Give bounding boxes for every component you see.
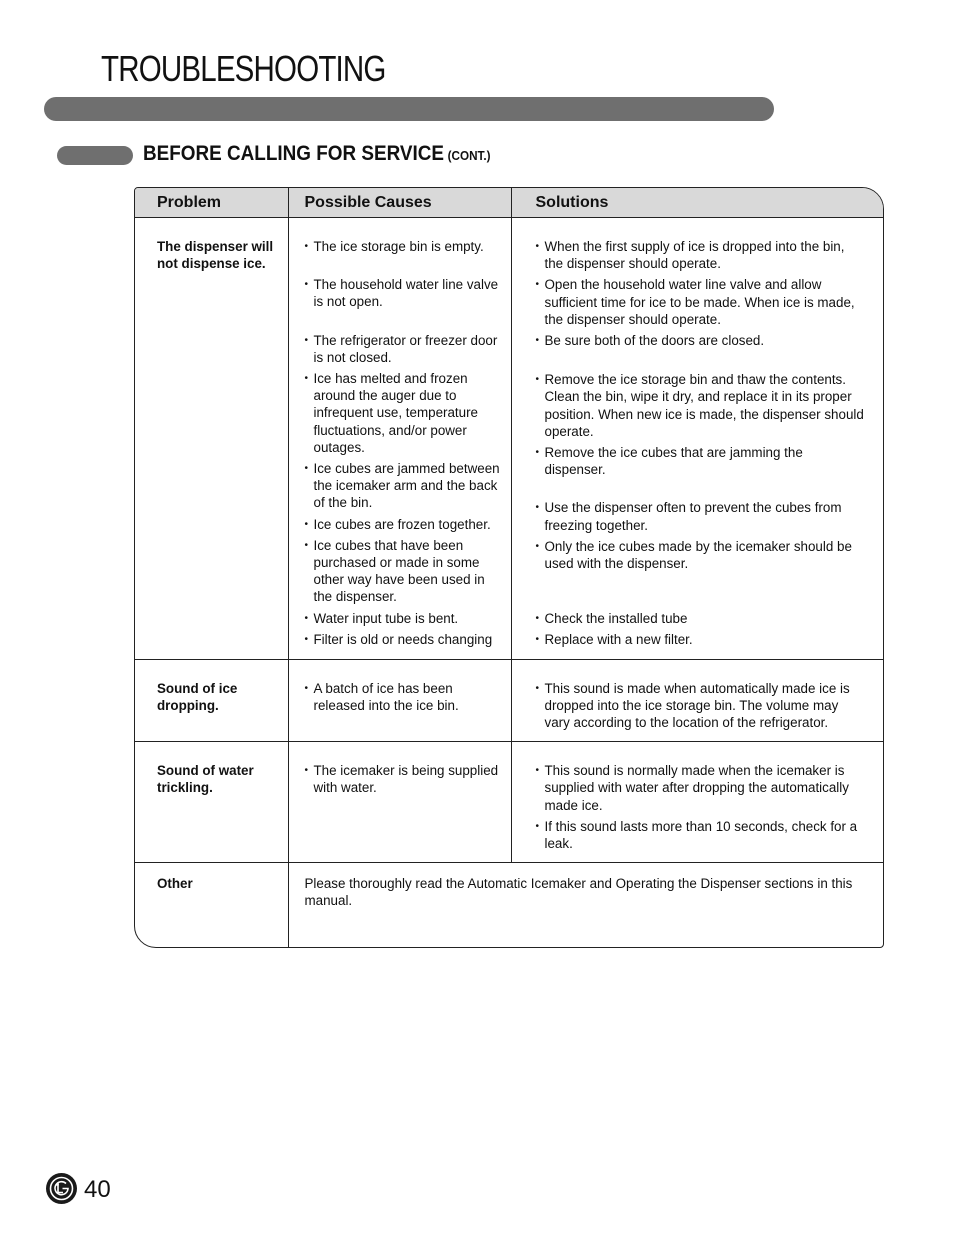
title-bar bbox=[44, 97, 774, 121]
cause-item: • A batch of ice has been released into the ice bin. bbox=[305, 680, 505, 714]
header-solutions: Solutions bbox=[511, 188, 883, 218]
causes-cell bbox=[288, 659, 511, 742]
solution-item: • Check the installed tube bbox=[536, 610, 866, 627]
solution-item: • If this sound lasts more than 10 seconds, check for a leak. bbox=[536, 818, 866, 852]
solution-line: Remove the ice storage bin and thaw the contents. bbox=[544, 372, 846, 388]
solutions-cell bbox=[511, 742, 883, 863]
cause-item: • The icemaker is being supplied with water. bbox=[305, 762, 505, 796]
cause-item: • The refrigerator or freezer door is not closed. bbox=[305, 332, 505, 366]
cause-item: • Ice cubes that have been purchased or made in some other way have been used in the dispenser. bbox=[305, 537, 505, 606]
troubleshooting-table bbox=[134, 187, 884, 948]
table-header-row bbox=[135, 188, 883, 218]
page-number: 40 bbox=[84, 1176, 111, 1203]
problem-cell: Sound of ice dropping. bbox=[135, 659, 288, 742]
cause-item: • Ice cubes are frozen together. bbox=[305, 516, 505, 533]
solution-item: • When the first supply of ice is dropped into the bin, the dispenser should operate. bbox=[536, 238, 866, 272]
section-suffix: (CONT.) bbox=[447, 148, 491, 163]
cause-item: • Ice has melted and frozen around the auger due to infrequent use, temperature fluctuations, and/or power outages. bbox=[305, 370, 505, 456]
solution-item: • Use the dispenser often to prevent the cubes from freezing together. bbox=[536, 499, 866, 533]
causes-cell bbox=[288, 742, 511, 863]
cause-item: • The ice storage bin is empty. bbox=[305, 238, 505, 255]
cause-item: • Ice cubes are jammed between the icemaker arm and the back of the bin. bbox=[305, 460, 505, 512]
problem-cell: Other bbox=[135, 863, 288, 948]
page-title: TROUBLESHOOTING bbox=[101, 48, 386, 89]
lg-logo-icon bbox=[46, 1173, 77, 1204]
table-row bbox=[135, 659, 883, 742]
solutions-cell bbox=[511, 218, 883, 660]
solutions-cell bbox=[511, 659, 883, 742]
section-pill bbox=[57, 146, 133, 165]
solution-item bbox=[536, 371, 866, 440]
header-problem: Problem bbox=[135, 188, 288, 218]
solution-item: • Open the household water line valve and allow sufficient time for ice to be made. When ice is made, the dispenser should operate. bbox=[536, 276, 866, 328]
cause-item: • The household water line valve is not open. bbox=[305, 276, 505, 310]
solution-item: • Be sure both of the doors are closed. bbox=[536, 332, 866, 349]
solution-line: Clean the bin, wipe it dry, and replace it in its proper position. When new ice is made, the dispenser should operate. bbox=[544, 389, 864, 439]
table-row bbox=[135, 218, 883, 660]
causes-cell bbox=[288, 218, 511, 660]
cause-item: • Water input tube is bent. bbox=[305, 610, 505, 627]
solution-item: • Replace with a new filter. bbox=[536, 631, 866, 648]
solution-item: • Remove the ice cubes that are jamming the dispenser. bbox=[536, 444, 866, 478]
solution-item: • This sound is normally made when the icemaker is supplied with water after dropping the automatically made ice. bbox=[536, 762, 866, 814]
solution-item: • This sound is made when automatically made ice is dropped into the ice storage bin. The volume may vary according to the location of the refrigerator. bbox=[536, 680, 866, 732]
solution-item: • Only the ice cubes made by the icemaker should be used with the dispenser. bbox=[536, 538, 866, 572]
table-row bbox=[135, 742, 883, 863]
problem-cell: The dispenser will not dispense ice. bbox=[135, 218, 288, 660]
cause-item: • Filter is old or needs changing bbox=[305, 631, 505, 648]
table-row bbox=[135, 863, 883, 948]
problem-cell: Sound of water trickling. bbox=[135, 742, 288, 863]
header-causes: Possible Causes bbox=[288, 188, 511, 218]
section-title: BEFORE CALLING FOR SERVICE bbox=[143, 142, 445, 165]
other-text: Please thoroughly read the Automatic Icemaker and Operating the Dispenser sections in this manual. bbox=[304, 876, 853, 909]
section-heading bbox=[143, 142, 491, 166]
